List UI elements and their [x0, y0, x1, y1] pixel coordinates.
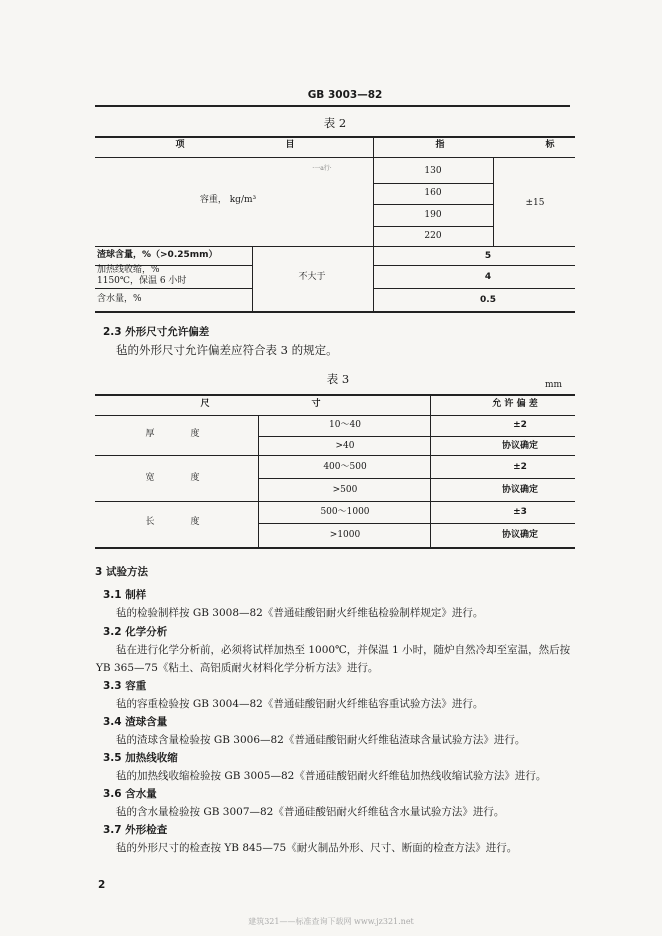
table3-title: 表 3 [326, 372, 350, 386]
density-value-220: 220 [424, 231, 442, 241]
length-label-1: 长 [145, 517, 155, 527]
length-range-1: 500～1000 [320, 507, 370, 517]
page-number: 2 [98, 879, 106, 891]
row-shot-label: 渣球含量，%（>0.25mm） [97, 250, 218, 260]
row-shrink-label-2: 1150℃，保温 6 小时 [97, 276, 187, 286]
width-range-2: >500 [332, 485, 358, 495]
length-tol-2: 协议确定 [501, 530, 539, 540]
section-2-3-body: 毡的外形尺寸允许偏差应符合表 3 的规定。 [116, 343, 338, 357]
length-range-2: >1000 [329, 530, 361, 540]
section-3-1-body: 毡的检验制样按 GB 3008—82《普通硅酸铝耐火纤维毡检验制样规定》进行。 [116, 607, 484, 619]
density-value-160: 160 [424, 188, 442, 198]
table2-head-item-2: 目 [285, 140, 295, 150]
table3-head-size-2: 寸 [311, 399, 321, 409]
section-3-5-body: 毡的加热线收缩检验按 GB 3005—82《普通硅酸铝耐火纤维毡加热线收缩试验方法》进行。 [116, 770, 547, 782]
section-3-3-body: 毡的容重检验按 GB 3004—82《普通硅酸铝耐火纤维毡容重试验方法》进行。 [116, 698, 484, 710]
section-3-4-body: 毡的渣球含量检验按 GB 3006—82《普通硅酸铝耐火纤维毡渣球含量试验方法》进行。 [116, 734, 526, 746]
row-moisture-label: 含水量，% [97, 294, 142, 304]
moisture-value: 0.5 [480, 295, 496, 305]
length-label-2: 度 [190, 517, 200, 527]
shot-value: 5 [484, 251, 492, 261]
density-value-130: 130 [424, 166, 442, 176]
section-3-7-heading: 3.7 外形检查 [103, 824, 168, 836]
section-2-3-heading: 2.3 外形尺寸允许偏差 [103, 326, 210, 338]
section-3-5-heading: 3.5 加热线收缩 [103, 752, 178, 764]
standard-code: GB 3003—82 [307, 89, 383, 101]
thickness-range-1: 10～40 [329, 420, 361, 430]
table2-title: 表 2 [323, 116, 347, 130]
section-3-1-heading: 3.1 制样 [103, 589, 147, 601]
thickness-tol-1: ±2 [513, 420, 527, 430]
section-3-2-body-1: 毡在进行化学分析前，必须将试样加热至 1000℃，并保温 1 小时，随炉自然冷却至室温，然后按 [116, 644, 571, 656]
thickness-label-1: 厚 [145, 429, 155, 439]
width-range-1: 400～500 [323, 462, 367, 472]
table2-head-item-1: 项 [175, 140, 185, 150]
section-3-6-body: 毡的含水量检验按 GB 3007—82《普通硅酸铝耐火纤维毡含水量试验方法》进行。 [116, 806, 505, 818]
width-label-1: 宽 [145, 473, 155, 483]
thickness-label-2: 度 [190, 429, 200, 439]
length-tol-1: ±3 [513, 507, 527, 517]
section-3-6-heading: 3.6 含水量 [103, 788, 157, 800]
section-3-3-heading: 3.3 容重 [103, 680, 147, 692]
section-3-7-body: 毡的外形尺寸的检查按 YB 845—75《耐火制品外形、尺寸、断面的检查方法》进行。 [116, 842, 518, 854]
header-rule [95, 105, 570, 107]
section-3-4-heading: 3.4 渣球含量 [103, 716, 168, 728]
not-more-than: 不大于 [298, 272, 326, 282]
density-label: 容重， kg/m³ [199, 195, 257, 205]
thickness-tol-2: 协议确定 [501, 441, 539, 451]
density-value-190: 190 [424, 210, 442, 220]
table3-head-tolerance: 允 许 偏 差 [492, 399, 538, 409]
table3-unit: mm [545, 380, 563, 390]
thickness-range-2: >40 [335, 441, 355, 451]
row-shrink-label-1: 加热线收缩，% [97, 265, 160, 275]
table3-head-size-1: 尺 [200, 399, 210, 409]
table2-head-index-2: 标 [545, 140, 555, 150]
table2-scribble: ·一a行· [312, 165, 332, 172]
section-3-heading: 3 试验方法 [95, 566, 148, 578]
width-tol-1: ±2 [513, 462, 527, 472]
width-label-2: 度 [190, 473, 200, 483]
density-tolerance: ±15 [525, 198, 545, 208]
shrink-value: 4 [484, 272, 492, 282]
table2-head-index-1: 指 [435, 140, 445, 150]
section-3-2-body-2: YB 365—75《粘土、高铝质耐火材料化学分析方法》进行。 [96, 662, 379, 674]
section-3-2-heading: 3.2 化学分析 [103, 626, 168, 638]
watermark: 建筑321——标准查询下载网 www.jz321.net [248, 917, 414, 926]
width-tol-2: 协议确定 [501, 485, 539, 495]
